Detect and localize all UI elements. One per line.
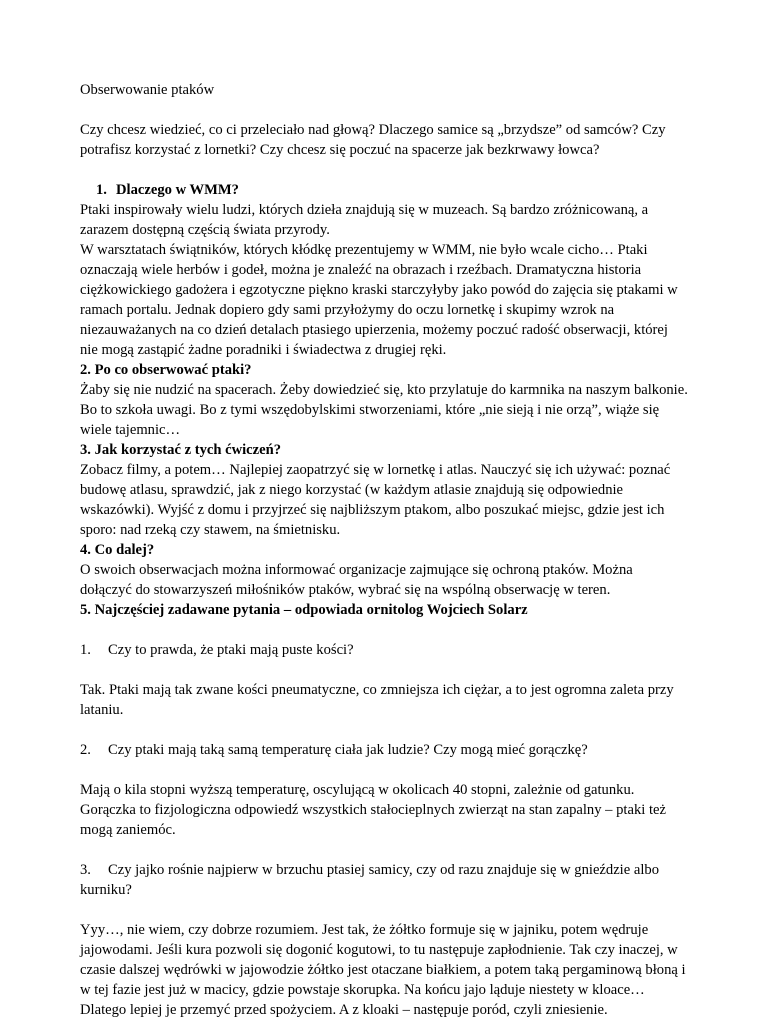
faq-question-3-text: Czy jajko rośnie najpierw w brzuchu ptasiej samicy, czy od razu znajduje się w gnieździe albo kurniku? <box>80 862 659 898</box>
section-5-heading: 5. Najczęściej zadawane pytania – odpowiada ornitolog Wojciech Solarz <box>80 602 528 618</box>
faq-question-3 <box>80 860 688 900</box>
faq-question-1 <box>80 640 688 660</box>
section-3-paragraph: Zobacz filmy, a potem… Najlepiej zaopatrzyć się w lornetkę i atlas. Nauczyć się ich używać: poznać budowę atlasu, sprawdzić, jak z niego korzystać (w każdym atlasie znajdują się odpowiednie wskazówki). Wyjść z domu i przyjrzeć się najbliższym ptakom, albo poszukać miejsc, gdzie jest ich sporo: nad rzeką czy stawem, na śmietnisku. <box>80 462 671 538</box>
section-2-heading: 2. Po co obserwować ptaki? <box>80 362 252 378</box>
document-title: Obserwowanie ptaków <box>80 82 215 98</box>
faq-question-2 <box>80 740 688 760</box>
section-1-number: 1. <box>96 182 107 198</box>
faq-answer-1: Tak. Ptaki mają tak zwane kości pneumatyczne, co zmniejsza ich ciężar, a to jest ogromna zaleta przy lataniu. <box>80 682 674 718</box>
section-4-paragraph: O swoich obserwacjach można informować organizacje zajmujące się ochroną ptaków. Można dołączyć do stowarzyszeń miłośników ptaków, wybrać się na wspólną obserwację w teren. <box>80 562 633 598</box>
section-1-paragraph-1: Ptaki inspirowały wielu ludzi, których dzieła znajdują się w muzeach. Są bardzo zróżnicowaną, a zarazem dostępną częścią świata przyrody. <box>80 202 649 238</box>
intro-paragraph: Czy chcesz wiedzieć, co ci przeleciało nad głową? Dlaczego samice są „brzydsze” od samców? Czy potrafisz korzystać z lornetki? Czy chcesz się poczuć na spacerze jak bezkrwawy łowca? <box>80 122 666 158</box>
document-body <box>80 80 688 1020</box>
section-3-heading: 3. Jak korzystać z tych ćwiczeń? <box>80 442 282 458</box>
faq-question-1-number: 1. <box>80 642 91 658</box>
faq-question-2-number: 2. <box>80 742 91 758</box>
section-1-title: Dlaczego w WMM? <box>116 182 239 198</box>
section-1-paragraph-2: W warsztatach świątników, których kłódkę prezentujemy w WMM, nie było wcale cicho… Ptaki oznaczają wiele herbów i godeł, można je znaleźć na obrazach i rzeźbach. Dramatyczna historia ciężkowickiego gadożera i egzotyczne piękno kraski starczyłyby jako powód do zajęcia się ptakami w ramach portalu. Jednak dopiero gdy sami przyłożymy do oczu lornetkę i skupimy wzrok na niezauważanych na co dzień detalach ptasiego upierzenia, możemy poczuć radość obserwacji, której nie mogą zastąpić żadne poradniki i świadectwa z drugiej ręki. <box>80 242 678 358</box>
faq-question-3-number: 3. <box>80 862 91 878</box>
section-1-heading <box>80 180 688 200</box>
faq-answer-2: Mają o kila stopni wyższą temperaturę, oscylującą w okolicach 40 stopni, zależnie od gatunku. Gorączka to fizjologiczna odpowiedź wszystkich stałocieplnych zwierząt na stan zapalny – ptaki też mogą zaniemóc. <box>80 782 666 838</box>
faq-question-1-text: Czy to prawda, że ptaki mają puste kości? <box>108 642 354 658</box>
faq-answer-3: Yyy…, nie wiem, czy dobrze rozumiem. Jest tak, że żółtko formuje się w jajniku, potem wędruje jajowodami. Jeśli kura pozwoli się dogonić kogutowi, to tu następuje zapłodnienie. Tak czy inaczej, w czasie dalszej wędrówki w jajowodzie żółtko jest otaczane białkiem, a potem taką pergaminową błoną i w tej fazie jest już w macicy, gdzie powstaje skorupka. Na końcu jajo ląduje niestety w kloace… Dlatego lepiej je przemyć przed spożyciem. A z kloaki – następuje poród, czyli zniesienie. <box>80 922 686 1018</box>
section-2-paragraph: Żaby się nie nudzić na spacerach. Żeby dowiedzieć się, kto przylatuje do karmnika na naszym balkonie. Bo to szkoła uwagi. Bo z tymi wszędobylskimi stworzeniami, które „nie sieją i nie orzą”, wiąże się wiele tajemnic… <box>80 382 688 438</box>
faq-question-2-text: Czy ptaki mają taką samą temperaturę ciała jak ludzie? Czy mogą mieć gorączkę? <box>108 742 588 758</box>
section-4-heading: 4. Co dalej? <box>80 542 155 558</box>
